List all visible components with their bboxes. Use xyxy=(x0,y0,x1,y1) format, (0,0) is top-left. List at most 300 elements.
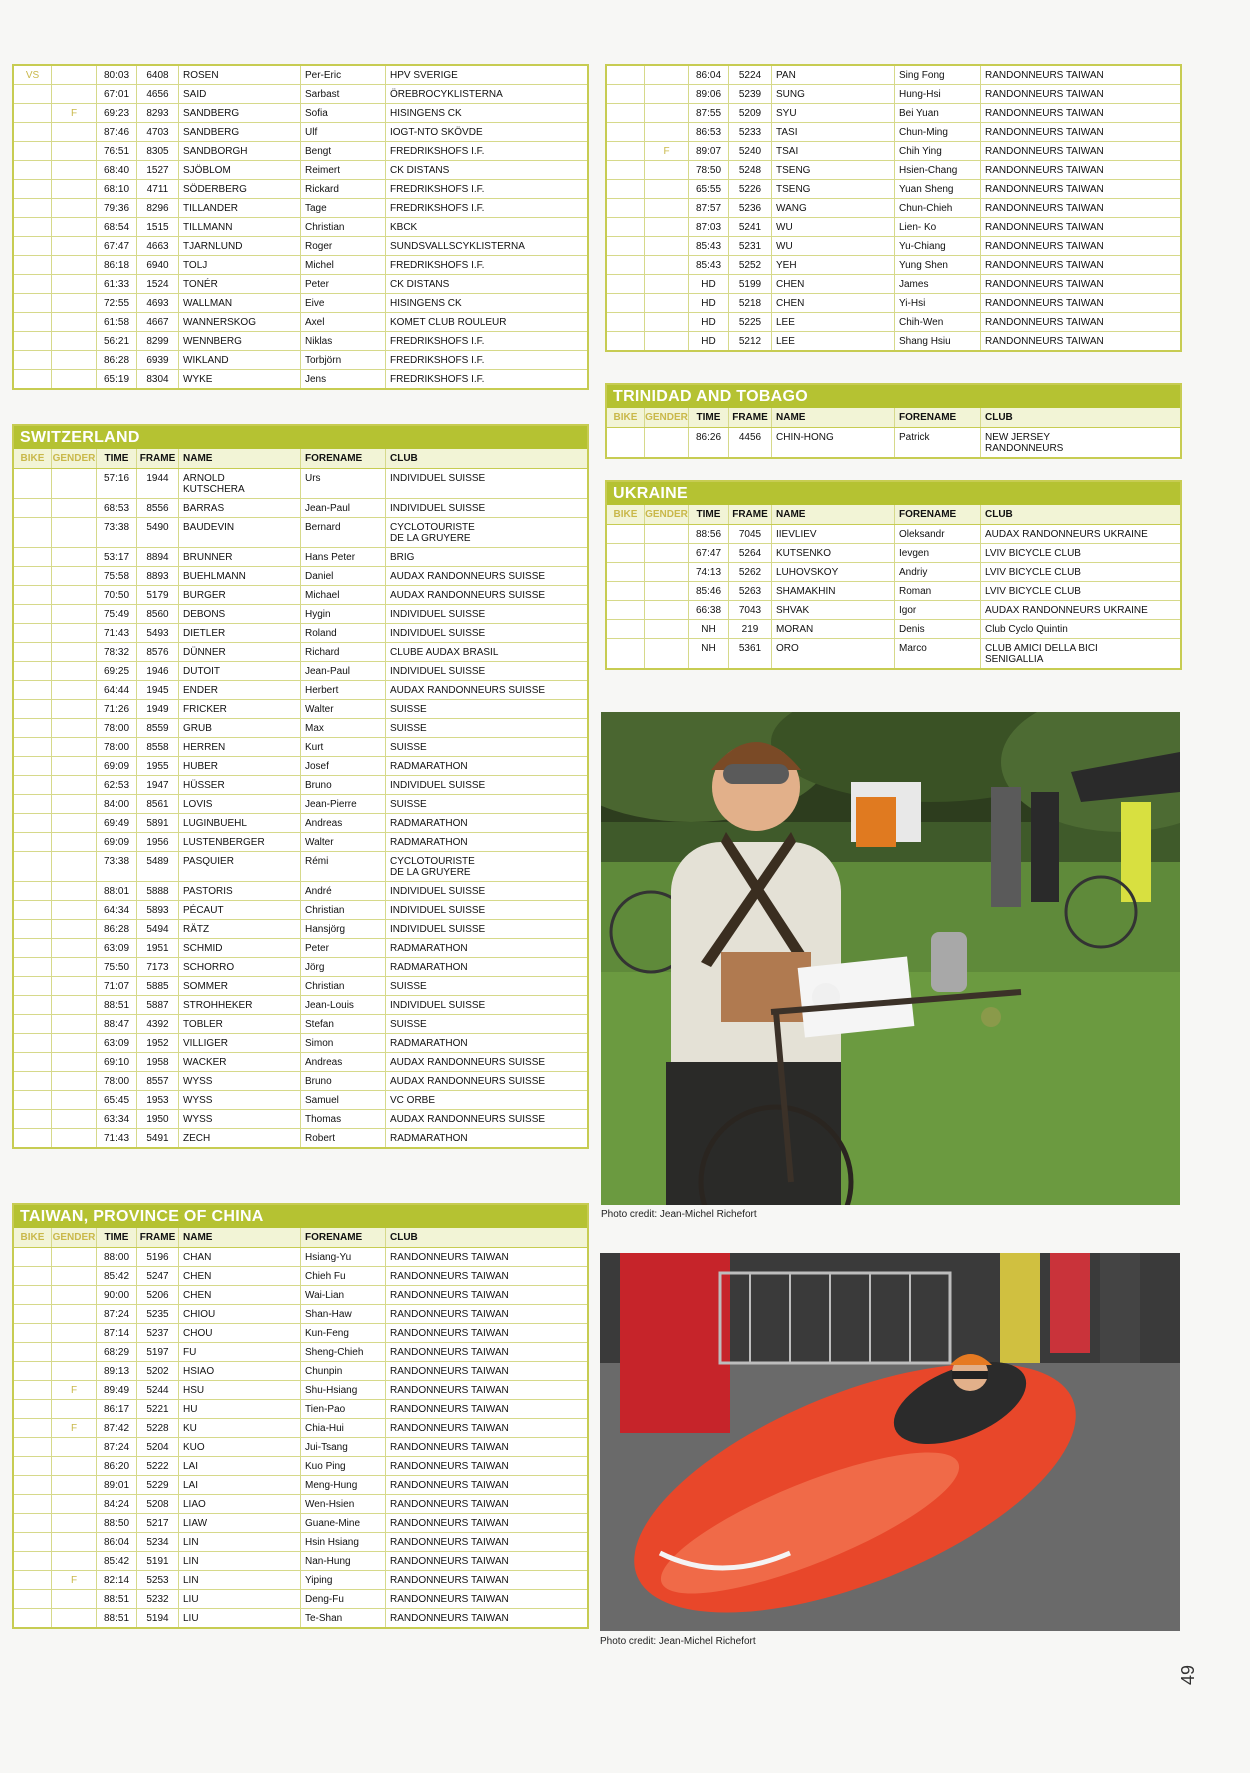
cell-club: FREDRIKSHOFS I.F. xyxy=(390,355,485,366)
cell-name: CHOU xyxy=(179,1324,301,1342)
cell-name: LIN xyxy=(179,1571,301,1589)
cell-bike xyxy=(607,161,645,179)
table-row xyxy=(14,662,587,681)
cell-forename: Ievgen xyxy=(895,544,981,562)
cell-name: LIN xyxy=(179,1552,301,1570)
cell-frame: 5494 xyxy=(137,920,179,938)
cell-gender xyxy=(52,1438,97,1456)
cell-forename: Peter xyxy=(301,939,386,957)
cell-time: 63:34 xyxy=(97,1110,137,1128)
cell-club: INDIVIDUEL SUISSE xyxy=(390,473,486,484)
cell-gender xyxy=(52,313,97,331)
table-row xyxy=(14,370,587,388)
cell-club: LVIV BICYCLE CLUB xyxy=(985,548,1081,559)
cell-frame: 7045 xyxy=(729,525,772,543)
cell-name: SUNG xyxy=(772,85,895,103)
cell-gender xyxy=(645,237,689,255)
cell-bike xyxy=(14,1248,52,1266)
cell-club: RANDONNEURS TAIWAN xyxy=(390,1480,509,1491)
cell-club: RANDONNEURS TAIWAN xyxy=(985,203,1104,214)
cell-time: 75:58 xyxy=(97,567,137,585)
cell-time: 89:06 xyxy=(689,85,729,103)
cell-club: RANDONNEURS TAIWAN xyxy=(390,1366,509,1377)
table-row xyxy=(607,563,1180,582)
table-row xyxy=(14,996,587,1015)
sweden-continued-table xyxy=(12,64,589,390)
cell-forename: Yuan Sheng xyxy=(895,180,981,198)
cell-gender xyxy=(52,180,97,198)
cell-club: CK DISTANS xyxy=(390,279,450,290)
cell-club: HPV SVERIGE xyxy=(390,70,458,81)
cell-frame: 8559 xyxy=(137,719,179,737)
cell-time: 73:38 xyxy=(97,518,137,547)
cell-time: 89:01 xyxy=(97,1476,137,1494)
cell-forename: Hsin Hsiang xyxy=(301,1533,386,1551)
cell-bike xyxy=(607,582,645,600)
cell-forename: Hygin xyxy=(301,605,386,623)
cell-frame: 1950 xyxy=(137,1110,179,1128)
cell-name: WIKLAND xyxy=(179,351,301,369)
cell-bike xyxy=(14,332,52,350)
cell-forename: Sheng-Chieh xyxy=(301,1343,386,1361)
table-row xyxy=(607,85,1180,104)
cell-bike xyxy=(14,833,52,851)
cell-frame: 1956 xyxy=(137,833,179,851)
cell-frame: 1952 xyxy=(137,1034,179,1052)
cell-club: FREDRIKSHOFS I.F. xyxy=(390,336,485,347)
cell-time: 68:10 xyxy=(97,180,137,198)
cell-bike xyxy=(14,1381,52,1399)
cell-frame: 5222 xyxy=(137,1457,179,1475)
table-row xyxy=(14,1248,587,1267)
table-row xyxy=(14,351,587,370)
cell-gender xyxy=(52,1495,97,1513)
table-row xyxy=(14,700,587,719)
cell-bike xyxy=(14,776,52,794)
cell-gender xyxy=(52,567,97,585)
cell-time: 85:43 xyxy=(689,256,729,274)
col-frame: FRAME xyxy=(729,408,772,427)
cell-club: SUISSE xyxy=(390,704,427,715)
cell-frame: 5239 xyxy=(729,85,772,103)
table-row xyxy=(14,294,587,313)
table-row xyxy=(14,1609,587,1627)
cell-forename: Per-Eric xyxy=(301,66,386,84)
cell-club: RANDONNEURS TAIWAN xyxy=(390,1423,509,1434)
photo-illustration xyxy=(600,1253,1180,1631)
cell-club: SUISSE xyxy=(390,981,427,992)
table-row xyxy=(14,469,587,499)
cell-gender xyxy=(52,681,97,699)
cell-gender xyxy=(52,1072,97,1090)
cell-name: PASQUIER xyxy=(179,852,301,881)
cell-bike xyxy=(14,518,52,547)
table-body xyxy=(607,428,1180,457)
cell-club: RANDONNEURS TAIWAN xyxy=(390,1309,509,1320)
cell-name: WALLMAN xyxy=(179,294,301,312)
cell-gender xyxy=(645,66,689,84)
cell-gender xyxy=(645,544,689,562)
table-row xyxy=(14,1129,587,1147)
cell-gender xyxy=(52,1590,97,1608)
cell-bike xyxy=(14,294,52,312)
cell-club: INDIVIDUEL SUISSE xyxy=(390,666,486,677)
col-forename: FORENAME xyxy=(301,1228,386,1247)
cell-bike xyxy=(14,681,52,699)
cell-name: HSU xyxy=(179,1381,301,1399)
cell-gender: F xyxy=(52,104,97,122)
cell-gender: F xyxy=(52,1381,97,1399)
cell-forename: Michel xyxy=(301,256,386,274)
cell-bike xyxy=(14,469,52,498)
cell-bike xyxy=(14,1495,52,1513)
cell-forename: Michael xyxy=(301,586,386,604)
cell-time: 68:53 xyxy=(97,499,137,517)
col-frame: FRAME xyxy=(729,505,772,524)
cell-forename: Kurt xyxy=(301,738,386,756)
cell-club: RANDONNEURS TAIWAN xyxy=(390,1442,509,1453)
cell-forename: Chia-Hui xyxy=(301,1419,386,1437)
cell-frame: 5888 xyxy=(137,882,179,900)
cell-time: 69:23 xyxy=(97,104,137,122)
column-header-row xyxy=(14,1228,587,1248)
cell-time: 78:00 xyxy=(97,719,137,737)
cell-time: 86:17 xyxy=(97,1400,137,1418)
cell-club: CYCLOTOURISTE DE LA GRUYERE xyxy=(390,522,475,544)
cell-bike xyxy=(14,700,52,718)
table-row xyxy=(607,544,1180,563)
cell-frame: 8299 xyxy=(137,332,179,350)
cell-time: 86:04 xyxy=(97,1533,137,1551)
cell-name: TASI xyxy=(772,123,895,141)
cell-club: RANDONNEURS TAIWAN xyxy=(985,127,1104,138)
photo-cyclist-vintage-bike xyxy=(601,712,1180,1205)
cell-gender xyxy=(645,85,689,103)
cell-forename: Jörg xyxy=(301,958,386,976)
cell-time: 85:43 xyxy=(689,237,729,255)
cell-gender xyxy=(52,1533,97,1551)
cell-gender: F xyxy=(52,1571,97,1589)
cell-time: 68:29 xyxy=(97,1343,137,1361)
cell-name: WANNERSKOG xyxy=(179,313,301,331)
cell-gender xyxy=(52,719,97,737)
cell-frame: 5244 xyxy=(137,1381,179,1399)
cell-frame: 5231 xyxy=(729,237,772,255)
table-row xyxy=(607,256,1180,275)
cell-frame: 219 xyxy=(729,620,772,638)
cell-gender xyxy=(645,294,689,312)
cell-forename: Andreas xyxy=(301,1053,386,1071)
cell-forename: Rémi xyxy=(301,852,386,881)
cell-gender xyxy=(52,370,97,388)
cell-club: RADMARATHON xyxy=(390,943,468,954)
table-row xyxy=(14,1571,587,1590)
table-row xyxy=(14,1457,587,1476)
table-row xyxy=(14,1053,587,1072)
cell-forename: Chunpin xyxy=(301,1362,386,1380)
cell-club: AUDAX RANDONNEURS SUISSE xyxy=(390,1057,546,1068)
cell-name: LIU xyxy=(179,1590,301,1608)
table-row xyxy=(14,1015,587,1034)
cell-frame: 1944 xyxy=(137,469,179,498)
cell-bike xyxy=(14,814,52,832)
cell-club: KOMET CLUB ROULEUR xyxy=(390,317,507,328)
cell-bike xyxy=(14,180,52,198)
col-forename: FORENAME xyxy=(895,505,981,524)
table-row xyxy=(14,1400,587,1419)
cell-name: KUTSENKO xyxy=(772,544,895,562)
table-row xyxy=(14,624,587,643)
cell-name: VILLIGER xyxy=(179,1034,301,1052)
cell-time: 88:01 xyxy=(97,882,137,900)
cell-forename: Sofia xyxy=(301,104,386,122)
cell-time: 64:44 xyxy=(97,681,137,699)
cell-time: 61:33 xyxy=(97,275,137,293)
cell-name: SCHORRO xyxy=(179,958,301,976)
cell-bike xyxy=(14,1324,52,1342)
cell-time: 82:14 xyxy=(97,1571,137,1589)
table-row xyxy=(14,920,587,939)
cell-forename: Oleksandr xyxy=(895,525,981,543)
cell-time: 86:18 xyxy=(97,256,137,274)
table-row xyxy=(14,237,587,256)
trinidad-table xyxy=(605,383,1182,459)
photo-illustration xyxy=(601,712,1180,1205)
cell-club: CLUB AMICI DELLA BICI SENIGALLIA xyxy=(985,643,1098,665)
cell-frame: 8561 xyxy=(137,795,179,813)
cell-frame: 1955 xyxy=(137,757,179,775)
cell-name: SANDBERG xyxy=(179,123,301,141)
cell-gender xyxy=(52,275,97,293)
taiwan-continued-table xyxy=(605,64,1182,352)
cell-club: RANDONNEURS TAIWAN xyxy=(390,1271,509,1282)
cell-frame: 4703 xyxy=(137,123,179,141)
cell-frame: 1946 xyxy=(137,662,179,680)
cell-gender xyxy=(52,1267,97,1285)
cell-club: INDIVIDUEL SUISSE xyxy=(390,503,486,514)
cell-bike xyxy=(14,237,52,255)
cell-forename: Richard xyxy=(301,643,386,661)
cell-frame: 4663 xyxy=(137,237,179,255)
cell-bike xyxy=(607,275,645,293)
cell-gender xyxy=(645,275,689,293)
cell-club: RANDONNEURS TAIWAN xyxy=(985,336,1104,347)
col-name: NAME xyxy=(772,408,895,427)
col-bike: BIKE xyxy=(14,1228,52,1247)
cell-club: RANDONNEURS TAIWAN xyxy=(985,260,1104,271)
cell-club: RANDONNEURS TAIWAN xyxy=(390,1537,509,1548)
cell-bike xyxy=(14,1362,52,1380)
table-row xyxy=(14,795,587,814)
cell-name: LAI xyxy=(179,1476,301,1494)
table-row xyxy=(607,123,1180,142)
table-row xyxy=(14,199,587,218)
cell-forename: Rickard xyxy=(301,180,386,198)
cell-gender xyxy=(52,605,97,623)
cell-club: FREDRIKSHOFS I.F. xyxy=(390,146,485,157)
cell-name: ROSEN xyxy=(179,66,301,84)
cell-club: AUDAX RANDONNEURS UKRAINE xyxy=(985,529,1148,540)
cell-frame: 6940 xyxy=(137,256,179,274)
cell-bike xyxy=(607,313,645,331)
cell-gender xyxy=(52,586,97,604)
col-club: CLUB xyxy=(985,412,1013,423)
cell-bike xyxy=(14,1015,52,1033)
cell-name: LUSTENBERGER xyxy=(179,833,301,851)
cell-club: VC ORBE xyxy=(390,1095,436,1106)
table-row xyxy=(607,294,1180,313)
cell-frame: 5208 xyxy=(137,1495,179,1513)
cell-club: RADMARATHON xyxy=(390,1038,468,1049)
cell-bike xyxy=(14,142,52,160)
cell-bike xyxy=(14,199,52,217)
cell-time: 89:13 xyxy=(97,1362,137,1380)
cell-frame: 7043 xyxy=(729,601,772,619)
cell-club: RADMARATHON xyxy=(390,818,468,829)
cell-club: SUISSE xyxy=(390,742,427,753)
cell-bike xyxy=(14,1438,52,1456)
cell-name: LIU xyxy=(179,1609,301,1627)
cell-gender xyxy=(52,662,97,680)
cell-forename: Guane-Mine xyxy=(301,1514,386,1532)
cell-name: TONÉR xyxy=(179,275,301,293)
cell-frame: 5199 xyxy=(729,275,772,293)
cell-forename: Christian xyxy=(301,901,386,919)
cell-forename: Bruno xyxy=(301,1072,386,1090)
cell-forename: Jens xyxy=(301,370,386,388)
cell-name: SHVAK xyxy=(772,601,895,619)
cell-time: 74:13 xyxy=(689,563,729,581)
cell-forename: Deng-Fu xyxy=(301,1590,386,1608)
table-row xyxy=(607,582,1180,601)
cell-bike xyxy=(14,624,52,642)
page-number: 49 xyxy=(1178,1664,1198,1685)
cell-time: 89:49 xyxy=(97,1381,137,1399)
cell-gender xyxy=(52,1400,97,1418)
cell-forename: Wen-Hsien xyxy=(301,1495,386,1513)
cell-bike xyxy=(14,939,52,957)
cell-bike xyxy=(14,1609,52,1627)
cell-club: INDIVIDUEL SUISSE xyxy=(390,780,486,791)
cell-time: 87:55 xyxy=(689,104,729,122)
cell-time: 69:49 xyxy=(97,814,137,832)
cell-name: LEE xyxy=(772,313,895,331)
col-forename: FORENAME xyxy=(301,449,386,468)
cell-bike xyxy=(607,180,645,198)
cell-frame: 8893 xyxy=(137,567,179,585)
cell-frame: 5235 xyxy=(137,1305,179,1323)
cell-name: LIAO xyxy=(179,1495,301,1513)
cell-frame: 4456 xyxy=(729,428,772,457)
cell-time: 86:53 xyxy=(689,123,729,141)
cell-forename: Tage xyxy=(301,199,386,217)
cell-forename: Wai-Lian xyxy=(301,1286,386,1304)
cell-gender: F xyxy=(645,142,689,160)
table-row xyxy=(14,939,587,958)
cell-club: RANDONNEURS TAIWAN xyxy=(390,1594,509,1605)
table-row xyxy=(14,977,587,996)
cell-frame: 8556 xyxy=(137,499,179,517)
table-row xyxy=(14,643,587,662)
cell-gender xyxy=(52,738,97,756)
cell-name: PASTORIS xyxy=(179,882,301,900)
cell-bike xyxy=(14,218,52,236)
cell-gender xyxy=(645,161,689,179)
cell-frame: 5225 xyxy=(729,313,772,331)
cell-club: SUISSE xyxy=(390,723,427,734)
cell-name: BUEHLMANN xyxy=(179,567,301,585)
table-row xyxy=(14,218,587,237)
cell-gender xyxy=(52,882,97,900)
cell-name: HERREN xyxy=(179,738,301,756)
cell-time: 89:07 xyxy=(689,142,729,160)
table-row xyxy=(14,66,587,85)
cell-time: 87:14 xyxy=(97,1324,137,1342)
cell-forename: Max xyxy=(301,719,386,737)
cell-forename: Sing Fong xyxy=(895,66,981,84)
cell-gender xyxy=(645,313,689,331)
cell-time: 88:51 xyxy=(97,1609,137,1627)
cell-gender xyxy=(52,469,97,498)
cell-bike xyxy=(14,1571,52,1589)
cell-forename: Bernard xyxy=(301,518,386,547)
cell-gender xyxy=(52,920,97,938)
cell-club: RADMARATHON xyxy=(390,837,468,848)
cell-frame: 5212 xyxy=(729,332,772,350)
cell-forename: Josef xyxy=(301,757,386,775)
table-row xyxy=(607,218,1180,237)
cell-gender xyxy=(52,1305,97,1323)
cell-name: SANDBORGH xyxy=(179,142,301,160)
cell-gender xyxy=(52,499,97,517)
cell-club: RADMARATHON xyxy=(390,962,468,973)
cell-bike xyxy=(14,1110,52,1128)
cell-bike xyxy=(14,996,52,1014)
cell-gender xyxy=(52,1053,97,1071)
cell-frame: 5202 xyxy=(137,1362,179,1380)
col-gender: GENDER xyxy=(645,505,689,524)
cell-forename: Igor xyxy=(895,601,981,619)
table-row xyxy=(14,1343,587,1362)
cell-forename: Herbert xyxy=(301,681,386,699)
cell-gender xyxy=(52,1110,97,1128)
cell-bike xyxy=(14,1552,52,1570)
cell-forename: Roman xyxy=(895,582,981,600)
cell-forename: Reimert xyxy=(301,161,386,179)
cell-club: INDIVIDUEL SUISSE xyxy=(390,609,486,620)
cell-forename: Yung Shen xyxy=(895,256,981,274)
cell-name: CHIN-HONG xyxy=(772,428,895,457)
cell-time: 63:09 xyxy=(97,939,137,957)
cell-frame: 5263 xyxy=(729,582,772,600)
cell-gender xyxy=(52,237,97,255)
cell-gender xyxy=(645,199,689,217)
cell-forename: Marco xyxy=(895,639,981,668)
cell-frame: 8304 xyxy=(137,370,179,388)
cell-bike xyxy=(14,85,52,103)
table-row xyxy=(14,1267,587,1286)
cell-club: RADMARATHON xyxy=(390,761,468,772)
cell-gender xyxy=(52,332,97,350)
table-row xyxy=(14,1476,587,1495)
cell-name: BARRAS xyxy=(179,499,301,517)
cell-frame: 8576 xyxy=(137,643,179,661)
cell-time: 86:28 xyxy=(97,351,137,369)
cell-name: GRUB xyxy=(179,719,301,737)
cell-frame: 5204 xyxy=(137,1438,179,1456)
cell-frame: 5197 xyxy=(137,1343,179,1361)
col-name: NAME xyxy=(179,449,301,468)
